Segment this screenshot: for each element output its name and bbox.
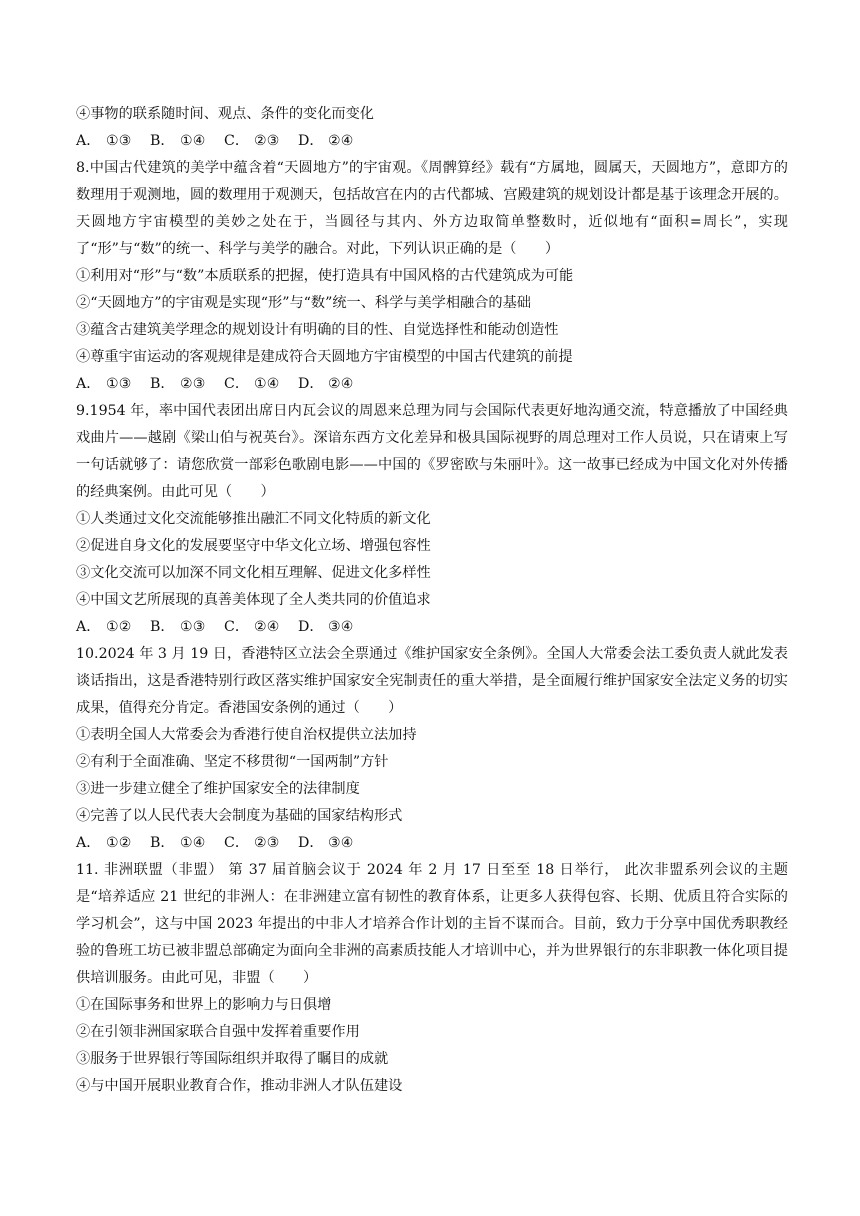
q10-answer-choices bbox=[76, 830, 788, 857]
answer-value-a: ①③ bbox=[106, 376, 132, 392]
answer-label-d: D． bbox=[298, 376, 324, 392]
q9-option-3: ③文化交流可以加深不同文化相互理解、促进文化多样性 bbox=[76, 565, 431, 581]
q7-option-4: ④事物的联系随时间、观点、条件的变化而变化 bbox=[76, 106, 374, 122]
answer-value-c: ②③ bbox=[254, 835, 280, 851]
q10-option-1: ①表明全国人大常委会为香港行使自治权提供立法加持 bbox=[76, 727, 417, 743]
q11-option-1: ①在国际事务和世界上的影响力与日俱增 bbox=[76, 997, 332, 1013]
answer-value-c: ②③ bbox=[254, 133, 280, 149]
q8-option-2: ②“天圆地方”的宇宙观是实现“形”与“数”统一、科学与美学相融合的基础 bbox=[76, 295, 531, 311]
answer-value-b: ①④ bbox=[180, 133, 206, 149]
answer-label-a: A． bbox=[76, 376, 101, 392]
answer-label-c: C． bbox=[224, 835, 250, 851]
answer-value-b: ①④ bbox=[180, 835, 206, 851]
answer-label-a: A． bbox=[76, 133, 101, 149]
answer-label-d: D． bbox=[298, 133, 324, 149]
q9-option-2: ②促进自身文化的发展要坚守中华文化立场、增强包容性 bbox=[76, 538, 431, 554]
q8-stem: 8.中国古代建筑的美学中蕴含着“天圆地方”的宇宙观。《周髀算经》载有“方属地，圆属天，天圆地方”，意即方的数理用于观测地，圆的数理用于观测天，包括故宫在内的古代都城、宫殿建筑的规划设计都是基于该理念开展的。天圆地方宇宙模型的美妙之处在于，当圆径与其内、外方边取简单整数时，近似地有“面积=周长”，实现了“形”与“数”的统一、科学与美学的融合。对此，下列认识正确的是（ ） bbox=[76, 160, 788, 257]
q10-option-3: ③进一步建立健全了维护国家安全的法律制度 bbox=[76, 781, 360, 797]
answer-value-c: ①④ bbox=[254, 376, 280, 392]
answer-value-a: ①② bbox=[106, 835, 132, 851]
exam-page bbox=[76, 101, 788, 1100]
answer-label-c: C． bbox=[224, 619, 250, 635]
q9-stem: 9.1954 年，率中国代表团出席日内瓦会议的周恩来总理为同与会国际代表更好地沟通交流，特意播放了中国经典戏曲片——越剧《梁山伯与祝英台》。深谙东西方文化差异和极具国际视野的周总理对工作人员说，只在请柬上写一句话就够了：请您欣赏一部彩色歌剧电影——中国的《罗密欧与朱丽叶》。这一故事已经成为中国文化对外传播的经典案例。由此可见（ ） bbox=[76, 403, 788, 500]
q11-stem: 11. 非洲联盟（非盟） 第 37 届首脑会议于 2024 年 2 月 17 日至至 18 日举行， 此次非盟系列会议的主题是“培养适应 21 世纪的非洲人：在非洲建立富有韧性的教育体系，让更多人获得包容、长期、优质且符合实际的学习机会”，这与中国 2023 年提出的中非人才培养合作计划的主旨不谋而合。目前，致力于分享中国优秀职教经验的鲁班工坊已被非盟总部确定为面向全非洲的高素质技能人才培训中心，并为世界银行的东非职教一体化项目提供培训服务。由此可见，非盟（ ） bbox=[76, 862, 788, 986]
q11-option-4: ④与中国开展职业教育合作，推动非洲人才队伍建设 bbox=[76, 1078, 403, 1094]
answer-label-b: B． bbox=[150, 376, 175, 392]
answer-label-b: B． bbox=[150, 619, 175, 635]
q10-option-4: ④完善了以人民代表大会制度为基础的国家结构形式 bbox=[76, 808, 403, 824]
q7-answer-choices bbox=[76, 128, 788, 155]
answer-label-b: B． bbox=[150, 133, 175, 149]
q11-option-2: ②在引领非洲国家联合自强中发挥着重要作用 bbox=[76, 1024, 360, 1040]
answer-label-a: A． bbox=[76, 619, 101, 635]
q10-stem: 10.2024 年 3 月 19 日，香港特区立法会全票通过《维护国家安全条例》。全国人大常委会法工委负责人就此发表谈话指出，这是香港特别行政区落实维护国家安全宪制责任的重大举措，是全面履行维护国家安全法定义务的切实成果，值得充分肯定。香港国安条例的通过（ ） bbox=[76, 646, 788, 716]
q8-option-4: ④尊重宇宙运动的客观规律是建成符合天圆地方宇宙模型的中国古代建筑的前提 bbox=[76, 349, 573, 365]
q11-option-3: ③服务于世界银行等国际组织并取得了瞩目的成就 bbox=[76, 1051, 389, 1067]
answer-label-c: C． bbox=[224, 133, 250, 149]
answer-value-a: ①③ bbox=[106, 133, 132, 149]
q9-option-1: ①人类通过文化交流能够推出融汇不同文化特质的新文化 bbox=[76, 511, 431, 527]
q8-option-3: ③蕴含古建筑美学理念的规划设计有明确的目的性、自觉选择性和能动创造性 bbox=[76, 322, 559, 338]
answer-value-d: ②④ bbox=[328, 376, 354, 392]
answer-value-a: ①② bbox=[106, 619, 132, 635]
answer-label-c: C． bbox=[224, 376, 250, 392]
answer-label-d: D． bbox=[298, 835, 324, 851]
answer-label-a: A． bbox=[76, 835, 101, 851]
answer-value-b: ②③ bbox=[180, 376, 206, 392]
answer-value-d: ③④ bbox=[328, 835, 354, 851]
answer-value-b: ①③ bbox=[180, 619, 206, 635]
q9-option-4: ④中国文艺所展现的真善美体现了全人类共同的价值追求 bbox=[76, 592, 431, 608]
q9-answer-choices bbox=[76, 614, 788, 641]
answer-value-c: ②④ bbox=[254, 619, 280, 635]
answer-value-d: ③④ bbox=[328, 619, 354, 635]
answer-label-d: D． bbox=[298, 619, 324, 635]
answer-label-b: B． bbox=[150, 835, 175, 851]
answer-value-d: ②④ bbox=[328, 133, 354, 149]
q10-option-2: ②有利于全面准确、坚定不移贯彻“一国两制”方针 bbox=[76, 754, 389, 770]
q8-answer-choices bbox=[76, 371, 788, 398]
q8-option-1: ①利用对“形”与“数”本质联系的把握，使打造具有中国风格的古代建筑成为可能 bbox=[76, 268, 574, 284]
